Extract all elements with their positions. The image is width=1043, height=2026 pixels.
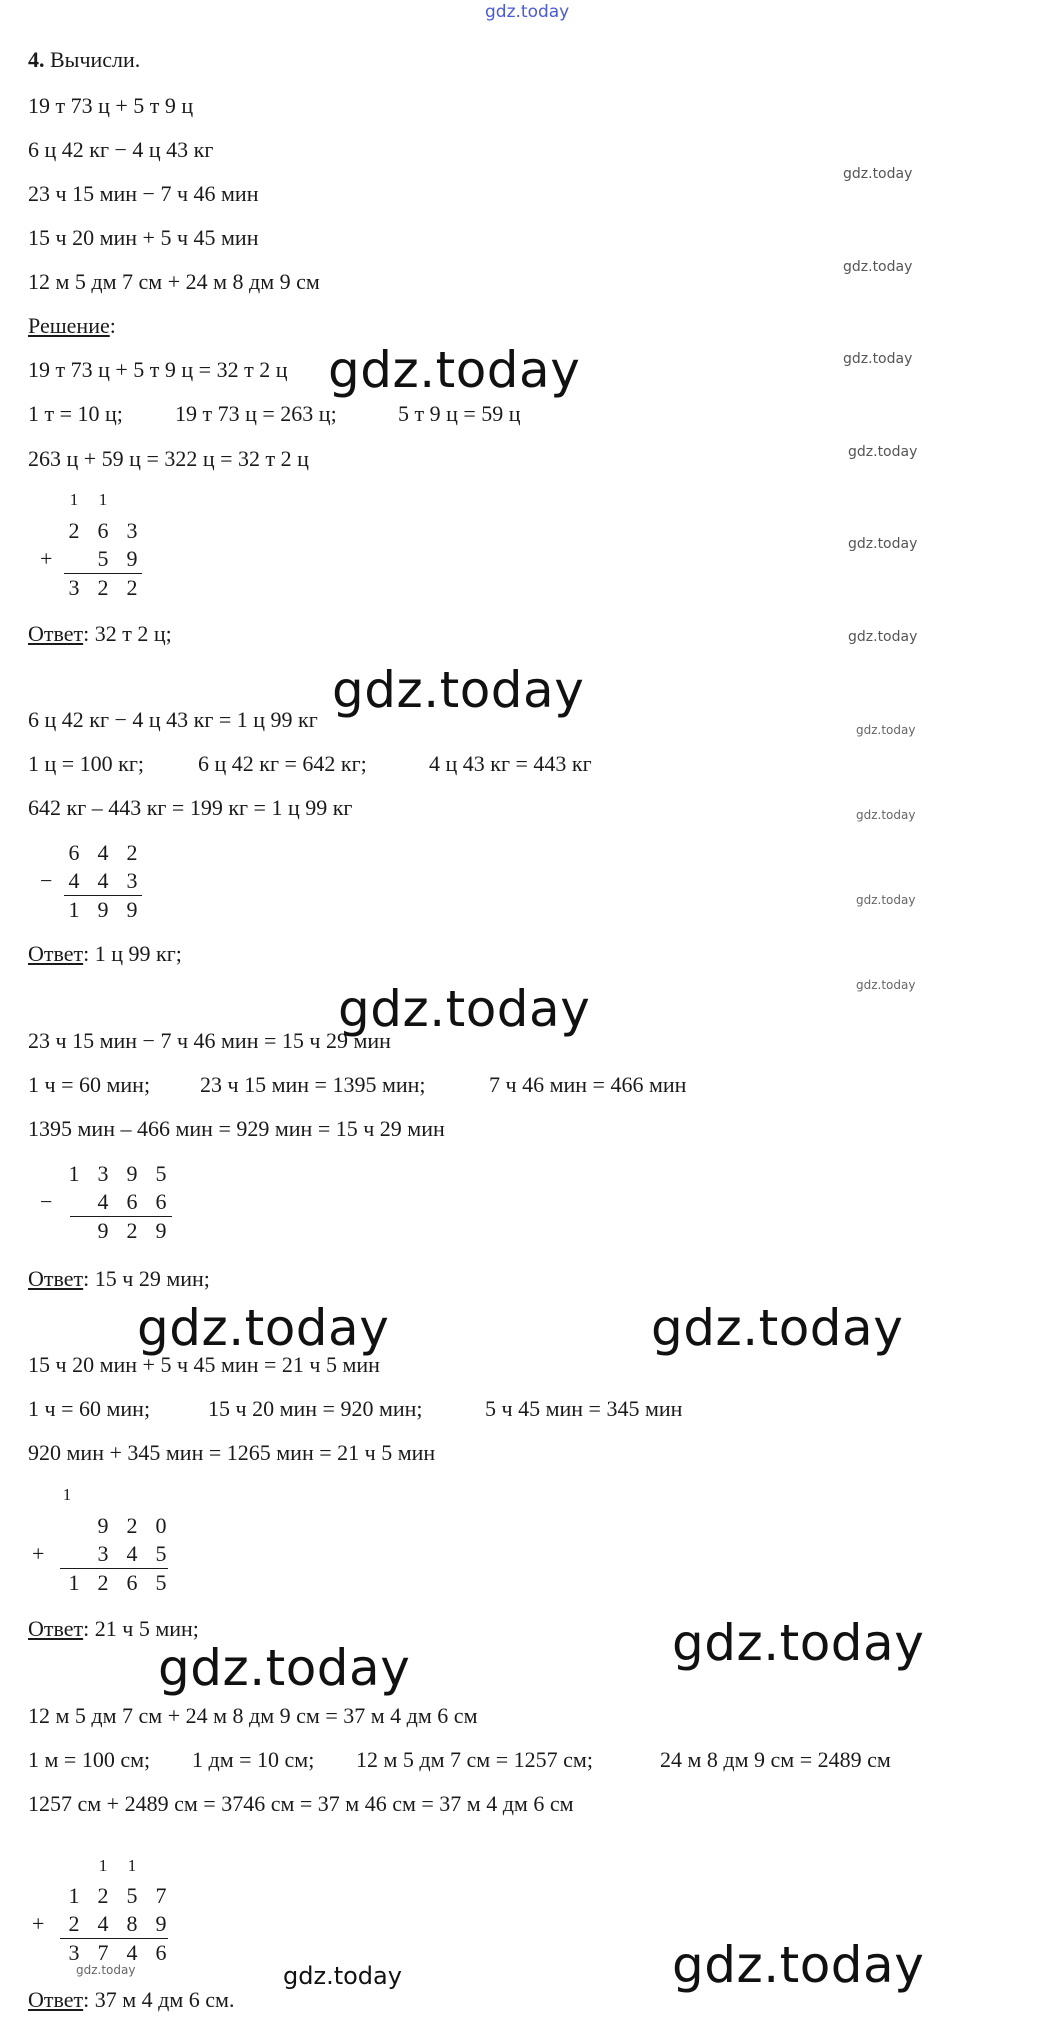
answer-label: Ответ (28, 941, 84, 966)
digit: 3 (97, 1541, 109, 1566)
block-3-answer (28, 1266, 210, 1292)
block-1-conversion: 1 т = 10 ц; (28, 401, 123, 426)
digit: 3 (68, 575, 80, 600)
digit: 6 (155, 1940, 167, 1965)
answer-value: : 1 ц 99 кг; (83, 941, 182, 966)
watermark-small: gdz.today (848, 444, 918, 460)
block-2-equation: 6 ц 42 кг − 4 ц 43 кг = 1 ц 99 кг (28, 707, 318, 732)
carry-digit: 1 (62, 1485, 72, 1504)
column-rule (60, 1938, 168, 1939)
answer-value: : 32 т 2 ц; (83, 621, 172, 646)
block-1-equation: 19 т 73 ц + 5 т 9 ц = 32 т 2 ц (28, 357, 288, 382)
digit: 2 (126, 575, 138, 600)
task-line: 12 м 5 дм 7 см + 24 м 8 дм 9 см (28, 269, 320, 294)
block-5-answer (28, 1987, 234, 2013)
digit: 6 (68, 840, 80, 865)
watermark-large: gdz.today (672, 1614, 925, 1672)
digit: 2 (126, 840, 138, 865)
digit: 7 (155, 1883, 167, 1908)
digit: 1 (68, 1161, 80, 1186)
digit: 2 (126, 1218, 138, 1243)
carry-digit: 1 (69, 490, 79, 509)
task-heading (28, 47, 140, 73)
solution-label: Решение (28, 313, 110, 338)
digit: 2 (68, 1911, 80, 1936)
column-rule (70, 1216, 172, 1217)
digit: 5 (97, 546, 109, 571)
block-3-calculation: 1395 мин – 466 мин = 929 мин = 15 ч 29 мин (28, 1116, 445, 1141)
digit: 4 (126, 1541, 138, 1566)
header-watermark[interactable]: gdz.today (485, 2, 570, 22)
digit: 9 (126, 897, 138, 922)
digit: 9 (97, 897, 109, 922)
block-4-conversion: 5 ч 45 мин = 345 мин (485, 1396, 683, 1421)
carry-digit: 1 (127, 1856, 137, 1875)
block-4-equation: 15 ч 20 мин + 5 ч 45 мин = 21 ч 5 мин (28, 1352, 380, 1377)
block-2-conversion: 6 ц 42 кг = 642 кг; (198, 751, 367, 776)
watermark-small: gdz.today (843, 351, 913, 367)
task-number: 4. (28, 47, 45, 72)
watermark-small: gdz.today (848, 629, 918, 645)
block-2-answer (28, 941, 182, 967)
digit: 6 (97, 518, 109, 543)
task-line: 6 ц 42 кг − 4 ц 43 кг (28, 137, 214, 162)
block-2-conversion: 4 ц 43 кг = 443 кг (429, 751, 592, 776)
digit: 4 (126, 1940, 138, 1965)
carry-digit: 1 (98, 490, 108, 509)
block-1-conversion: 5 т 9 ц = 59 ц (398, 401, 521, 426)
block-1-conversion: 19 т 73 ц = 263 ц; (175, 401, 337, 426)
block-3-conversion: 7 ч 46 мин = 466 мин (489, 1072, 687, 1097)
block-3-equation: 23 ч 15 мин − 7 ч 46 мин = 15 ч 29 мин (28, 1028, 391, 1053)
digit: 3 (126, 868, 138, 893)
solution-heading: Решение: (28, 313, 116, 338)
watermark-large: gdz.today (328, 341, 581, 399)
digit: 2 (68, 518, 80, 543)
digit: 3 (126, 518, 138, 543)
digit: 9 (126, 546, 138, 571)
watermark-small: gdz.today (856, 723, 916, 737)
block-2-conversion: 1 ц = 100 кг; (28, 751, 145, 776)
answer-label: Ответ (28, 1616, 84, 1641)
watermark-small: gdz.today (856, 893, 916, 907)
digit: 9 (97, 1513, 109, 1538)
digit: 5 (155, 1541, 167, 1566)
digit: 5 (155, 1570, 167, 1595)
block-4-conversion: 1 ч = 60 мин; (28, 1396, 151, 1421)
digit: 7 (97, 1940, 109, 1965)
digit: 6 (155, 1189, 167, 1214)
block-4-calculation: 920 мин + 345 мин = 1265 мин = 21 ч 5 мин (28, 1440, 436, 1465)
block-3-conversion: 1 ч = 60 мин; (28, 1072, 151, 1097)
block-5-conversion: 24 м 8 дм 9 см = 2489 см (660, 1747, 891, 1772)
digit: 1 (68, 1883, 80, 1908)
block-1-calculation: 263 ц + 59 ц = 322 ц = 32 т 2 ц (28, 446, 309, 471)
watermark-large: gdz.today (332, 661, 585, 719)
column-sign: − (40, 1189, 53, 1214)
block-5-equation: 12 м 5 дм 7 см + 24 м 8 дм 9 см = 37 м 4 дм 6 см (28, 1703, 478, 1728)
watermark-large: gdz.today (137, 1299, 390, 1357)
digit: 4 (97, 868, 109, 893)
digit: 5 (155, 1161, 167, 1186)
task-line: 15 ч 20 мин + 5 ч 45 мин (28, 225, 259, 250)
watermark-large: gdz.today (338, 980, 591, 1038)
column-rule (60, 1568, 168, 1569)
watermark-large: gdz.today (651, 1299, 904, 1357)
answer-value: : 21 ч 5 мин; (83, 1616, 199, 1641)
digit: 4 (97, 1189, 109, 1214)
task-title: Вычисли. (50, 47, 141, 72)
block-5-conversion: 12 м 5 дм 7 см = 1257 см; (356, 1747, 593, 1772)
digit: 9 (97, 1218, 109, 1243)
digit: 6 (126, 1189, 138, 1214)
watermark-small: gdz.today (843, 166, 913, 182)
digit: 4 (97, 840, 109, 865)
digit: 2 (97, 1570, 109, 1595)
digit: 4 (97, 1911, 109, 1936)
carry-digit: 1 (98, 1856, 108, 1875)
digit: 9 (155, 1218, 167, 1243)
block-4-conversion: 15 ч 20 мин = 920 мин; (208, 1396, 423, 1421)
digit: 3 (68, 1940, 80, 1965)
column-sign: − (40, 868, 53, 893)
digit: 1 (68, 1570, 80, 1595)
digit: 6 (126, 1570, 138, 1595)
digit: 4 (68, 868, 80, 893)
watermark-large: gdz.today (672, 1936, 925, 1994)
block-2-calculation: 642 кг – 443 кг = 199 кг = 1 ц 99 кг (28, 795, 353, 820)
digit: 3 (97, 1161, 109, 1186)
column-sign: + (32, 1541, 45, 1566)
watermark-large: gdz.today (158, 1639, 411, 1697)
column-rule (64, 895, 142, 896)
watermark-small: gdz.today (856, 978, 916, 992)
task-line: 19 т 73 ц + 5 т 9 ц (28, 93, 194, 118)
column-sign: + (32, 1911, 45, 1936)
answer-value: : 37 м 4 дм 6 см. (83, 1987, 235, 2012)
digit: 2 (126, 1513, 138, 1538)
watermark-small: gdz.today (848, 536, 918, 552)
digit: 2 (97, 575, 109, 600)
digit: 9 (155, 1911, 167, 1936)
column-rule (64, 573, 142, 574)
task-line: 23 ч 15 мин − 7 ч 46 мин (28, 181, 259, 206)
watermark-small: gdz.today (843, 259, 913, 275)
answer-label: Ответ (28, 1987, 84, 2012)
block-5-calculation: 1257 см + 2489 см = 3746 см = 37 м 46 см = 37 м 4 дм 6 см (28, 1791, 574, 1816)
watermark-small: gdz.today (856, 808, 916, 822)
digit: 5 (126, 1883, 138, 1908)
block-5-conversion: 1 м = 100 см; (28, 1747, 151, 1772)
digit: 1 (68, 897, 80, 922)
column-sign: + (40, 546, 53, 571)
answer-label: Ответ (28, 621, 84, 646)
answer-value: : 15 ч 29 мин; (83, 1266, 210, 1291)
answer-label: Ответ (28, 1266, 84, 1291)
digit: 9 (126, 1161, 138, 1186)
digit: 2 (97, 1883, 109, 1908)
block-1-answer (28, 621, 172, 647)
watermark-small: gdz.today (76, 1963, 136, 1977)
digit: 8 (126, 1911, 138, 1936)
digit: 0 (155, 1513, 167, 1538)
block-3-conversion: 23 ч 15 мин = 1395 мин; (200, 1072, 426, 1097)
watermark-medium: gdz.today (283, 1962, 402, 1990)
block-5-conversion: 1 дм = 10 см; (192, 1747, 315, 1772)
